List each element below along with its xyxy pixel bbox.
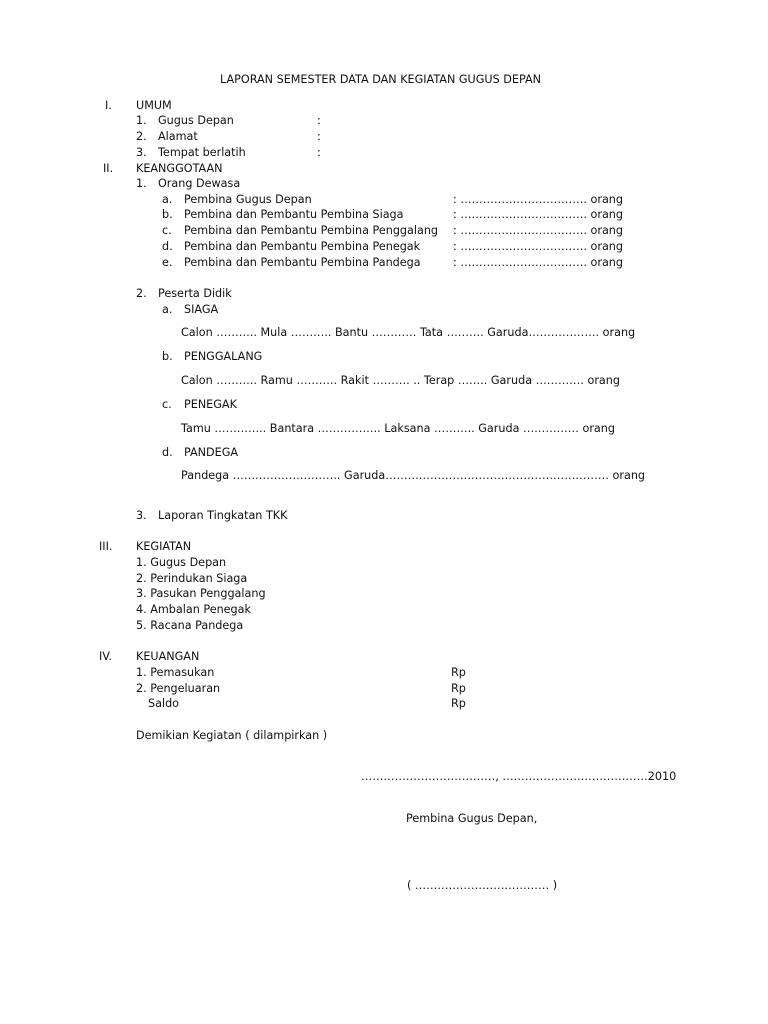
group-count-line: Tamu ………….. Bantara …………….. Laksana ……….. Garuda …………… orang [181, 422, 615, 435]
group-letter: a. [162, 303, 173, 316]
adult-item-letter: d. [162, 240, 173, 253]
group-letter: b. [162, 350, 173, 363]
sub-3-label: Laporan Tingkatan TKK [158, 509, 288, 522]
section-4-number: IV. [99, 650, 113, 663]
activity-item: 5. Racana Pandega [136, 619, 244, 632]
umum-item-number: 2. [136, 130, 147, 143]
signer-title: Pembina Gugus Depan, [406, 812, 538, 825]
sub-2-label: Peserta Didik [158, 287, 232, 300]
group-count-line: Calon ……….. Ramu ……….. Rakit ………. .. Terap …….. Garuda …………. orang [181, 374, 620, 387]
finance-item-rp: Rp [451, 682, 466, 695]
finance-item-label: Saldo [148, 697, 180, 710]
activity-item: 1. Gugus Depan [136, 556, 227, 569]
finance-item-rp: Rp [451, 697, 466, 710]
sub-1-number: 1. [136, 177, 147, 190]
group-count-line: Calon ……….. Mula ……….. Bantu ………… Tata ………. Garuda………………. orang [181, 326, 636, 339]
group-name: SIAGA [184, 303, 219, 316]
document-title: LAPORAN SEMESTER DATA DAN KEGIATAN GUGUS DEPAN [220, 73, 541, 86]
adult-item-label: Pembina Gugus Depan [184, 193, 312, 206]
adult-item-label: Pembina dan Pembantu Pembina Pandega [184, 256, 421, 269]
adult-item-value: : ……………………………. orang [453, 208, 623, 221]
group-count-line: Pandega ……………………….. Garuda…………………………………………………… orang [181, 469, 646, 482]
section-1-number: I. [105, 99, 112, 112]
adult-item-value: : ……………………………. orang [453, 224, 623, 237]
adult-item-value: : ……………………………. orang [453, 256, 623, 269]
umum-item-label: Gugus Depan [158, 114, 234, 127]
section-2-number: II. [103, 162, 114, 175]
umum-item-colon: : [317, 114, 321, 127]
section-2-heading: KEANGGOTAAN [136, 162, 223, 175]
umum-item-number: 3. [136, 146, 147, 159]
place-date-line: ………………………………, …………………………………2010 [361, 770, 677, 783]
section-3-number: III. [99, 540, 113, 553]
sub-2-number: 2. [136, 287, 147, 300]
adult-item-value: : ……………………………. orang [453, 193, 623, 206]
adult-item-label: Pembina dan Pembantu Pembina Siaga [184, 208, 404, 221]
group-letter: c. [162, 398, 172, 411]
sub-1-label: Orang Dewasa [158, 177, 241, 190]
closing-statement: Demikian Kegiatan ( dilampirkan ) [136, 729, 328, 742]
finance-item-label: 2. Pengeluaran [136, 682, 221, 695]
adult-item-label: Pembina dan Pembantu Pembina Penegak [184, 240, 421, 253]
umum-item-label: Alamat [158, 130, 198, 143]
section-1-heading: UMUM [136, 99, 172, 112]
adult-item-letter: c. [162, 224, 172, 237]
umum-item-colon: : [317, 130, 321, 143]
adult-item-value: : ……………………………. orang [453, 240, 623, 253]
umum-item-label: Tempat berlatih [158, 146, 246, 159]
section-4-heading: KEUANGAN [136, 650, 200, 663]
adult-item-letter: a. [162, 193, 173, 206]
group-name: PENGGALANG [184, 350, 263, 363]
activity-item: 4. Ambalan Penegak [136, 603, 251, 616]
finance-item-label: 1. Pemasukan [136, 666, 215, 679]
adult-item-letter: b. [162, 208, 173, 221]
signature-line: ( ……………………………… ) [407, 879, 558, 892]
activity-item: 3. Pasukan Penggalang [136, 587, 266, 600]
adult-item-letter: e. [162, 256, 173, 269]
umum-item-number: 1. [136, 114, 147, 127]
activity-item: 2. Perindukan Siaga [136, 572, 248, 585]
umum-item-colon: : [317, 146, 321, 159]
group-letter: d. [162, 446, 173, 459]
finance-item-rp: Rp [451, 666, 466, 679]
sub-3-number: 3. [136, 509, 147, 522]
section-3-heading: KEGIATAN [136, 540, 192, 553]
group-name: PANDEGA [184, 446, 239, 459]
adult-item-label: Pembina dan Pembantu Pembina Penggalang [184, 224, 439, 237]
group-name: PENEGAK [184, 398, 237, 411]
